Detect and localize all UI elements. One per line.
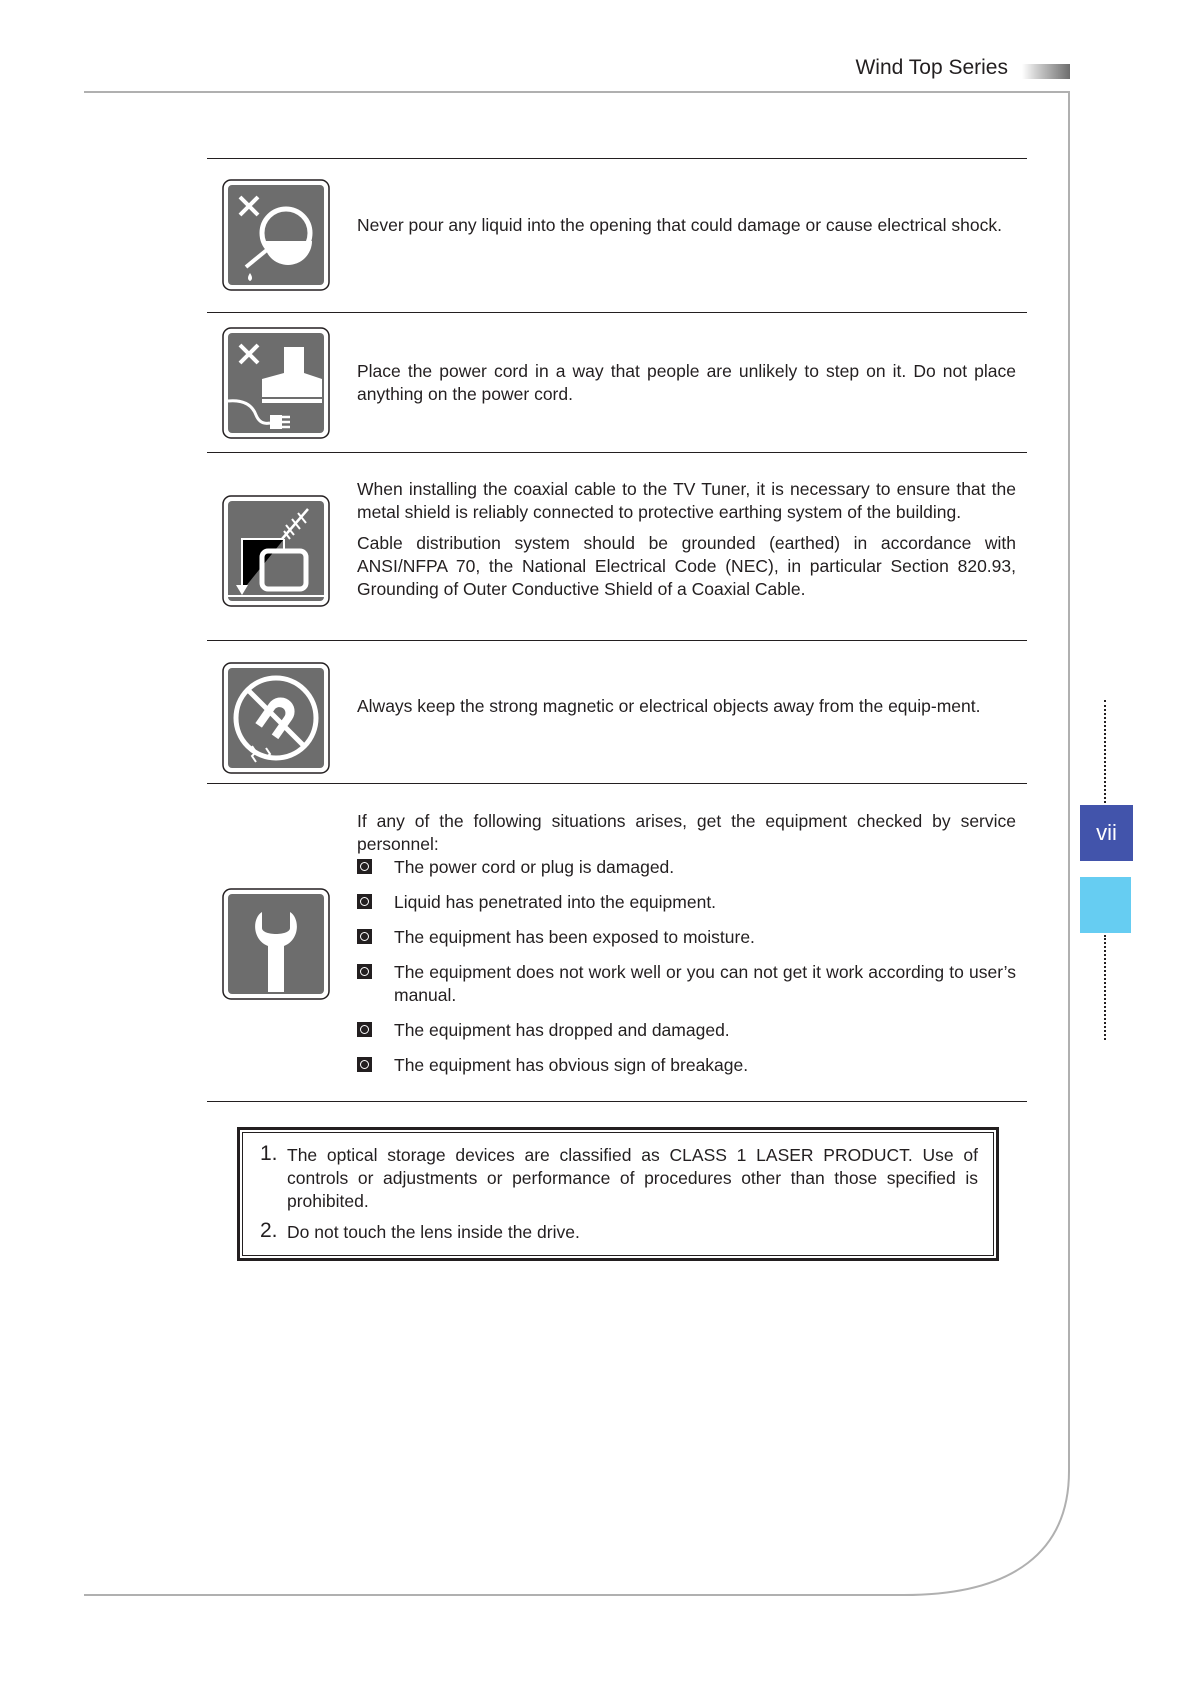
note-number: 2. <box>260 1219 278 1242</box>
note-number: 1. <box>260 1142 278 1165</box>
safety-text-power-cord <box>357 360 1016 406</box>
list-item: The equipment has been exposed to moisture. <box>357 926 1016 949</box>
service-conditions-list <box>357 856 1016 1077</box>
paragraph: Place the power cord in a way that people are unlikely to step on it. Do not place anything on the power cord. <box>357 361 1016 404</box>
note-item <box>260 1221 978 1244</box>
no-step-on-power-cord-icon <box>222 327 330 439</box>
safety-text-service <box>357 810 1016 1089</box>
list-item: Liquid has penetrated into the equipment. <box>357 891 1016 914</box>
header-gradient-bar <box>1022 64 1070 79</box>
note-text: The optical storage devices are classified as CLASS 1 LASER PRODUCT. Use of controls or adjustments or performance of procedures other than those specified is prohibited. <box>287 1145 978 1211</box>
bullet-icon <box>357 929 372 944</box>
section-divider <box>207 312 1027 313</box>
page-number-tab[interactable]: vii <box>1080 805 1133 861</box>
tab-dotted-line-top <box>1104 700 1106 803</box>
section-divider <box>207 783 1027 784</box>
wrench-service-icon <box>222 888 330 1000</box>
note-list <box>260 1144 978 1244</box>
list-item: The equipment has obvious sign of breakage. <box>357 1054 1016 1077</box>
note-item <box>260 1144 978 1213</box>
paragraph: When installing the coaxial cable to the TV Tuner, it is necessary to ensure that the metal shield is reliably connected to protective earthing system of the building. <box>357 479 1016 522</box>
paragraph: Never pour any liquid into the opening that could damage or cause electrical shock. <box>357 215 1002 235</box>
section-tab[interactable] <box>1080 877 1131 933</box>
laser-safety-note <box>237 1127 999 1261</box>
paragraph: Cable distribution system should be grounded (earthed) in accordance with ANSI/NFPA 70, the National Electrical Code (NEC), in particular Section 820.93, Grounding of Outer Conductive Shield of a Coaxial Cable. <box>357 533 1016 599</box>
no-liquid-pour-icon <box>222 179 330 291</box>
list-item: The power cord or plug is damaged. <box>357 856 1016 879</box>
bullet-icon <box>357 964 372 979</box>
bullet-icon <box>357 894 372 909</box>
section-divider <box>207 452 1027 453</box>
section-divider <box>207 1101 1027 1102</box>
paragraph: Always keep the strong magnetic or electrical objects away from the equip-ment. <box>357 696 981 716</box>
list-item: The equipment does not work well or you can not get it work according to user’s manual. <box>357 961 1016 1007</box>
no-magnet-icon <box>222 662 330 774</box>
bullet-icon <box>357 1022 372 1037</box>
safety-text-magnetic <box>357 695 1016 718</box>
series-title: Wind Top Series <box>855 56 1008 79</box>
list-item: The equipment has dropped and damaged. <box>357 1019 1016 1042</box>
safety-text-liquid <box>357 214 1016 237</box>
section-divider <box>207 640 1027 641</box>
paragraph: If any of the following situations arises, get the equipment checked by service personnel: <box>357 811 1016 854</box>
section-divider <box>207 158 1027 159</box>
bullet-icon <box>357 1057 372 1072</box>
note-text: Do not touch the lens inside the drive. <box>287 1222 580 1242</box>
tab-dotted-line-bottom <box>1104 935 1106 1040</box>
safety-text-coaxial <box>357 478 1016 601</box>
bullet-icon <box>357 859 372 874</box>
antenna-tv-grounding-icon <box>222 495 330 607</box>
